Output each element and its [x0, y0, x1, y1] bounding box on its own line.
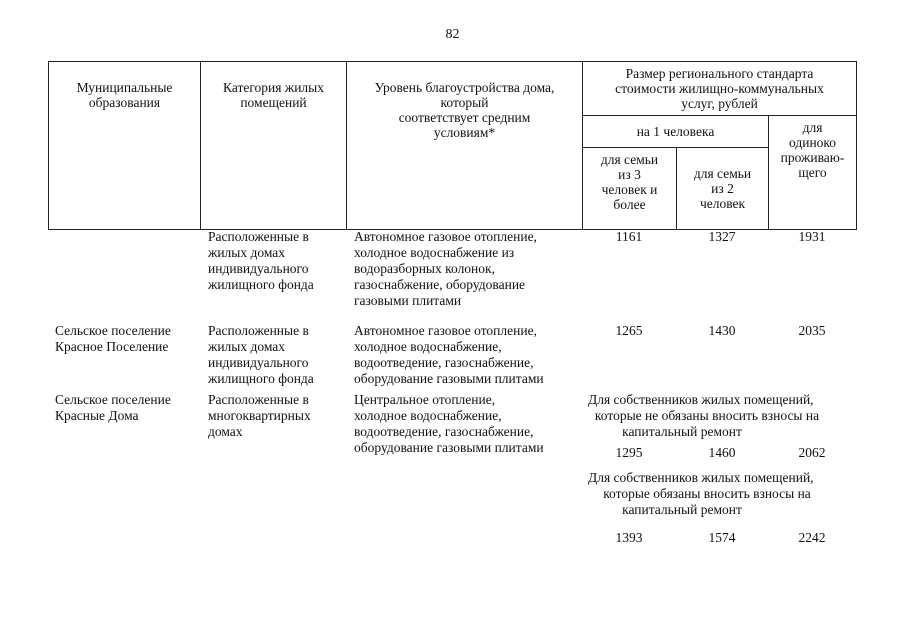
header-category: Категория жилых помещений: [201, 62, 347, 230]
row1-municipality: [48, 229, 200, 309]
header-family-3: для семьи из 3 человек и более: [583, 148, 677, 230]
row1-value-single: 1931: [798, 229, 826, 244]
row3b-value-family2: 1574: [708, 530, 736, 545]
row3-municipality: Сельское поселение Красные Дома: [55, 392, 171, 423]
page-number: 82: [445, 27, 460, 42]
row1-category: Расположенные в жилых домах индивидуального жилищного фонда: [208, 229, 314, 292]
table-header: [48, 61, 857, 230]
row3a-value-family3: 1295: [615, 445, 643, 460]
header-single: для одиноко проживаю- щего: [769, 116, 857, 230]
row2-category: Расположенные в жилых домах индивидуального жилищного фонда: [208, 323, 314, 386]
row3-note-with-contribution: Для собственников жилых помещений, которые обязаны вносить взносы на капитальный ремонт: [588, 470, 814, 517]
row3-level: Центральное отопление, холодное водоснабжение, водоотведение, газоснабжение, оборудование газовыми плитами: [354, 392, 544, 455]
table-row: [48, 323, 856, 387]
header-family-2: для семьи из 2 человек: [677, 148, 769, 230]
row2-municipality: Сельское поселение Красное Поселение: [55, 323, 171, 354]
header-level: Уровень благоустройства дома, который соответствует средним условиям*: [347, 62, 583, 230]
row2-level: Автономное газовое отопление, холодное водоснабжение, водоотведение, газоснабжение, оборудование газовыми плитами: [354, 323, 544, 386]
row1-value-family3: 1161: [615, 229, 643, 244]
table-row: [48, 392, 856, 440]
row1-value-family2: 1327: [708, 229, 736, 244]
row3b-value-family3: 1393: [615, 530, 643, 545]
row3-note-no-contribution: Для собственников жилых помещений, которые не обязаны вносить взносы на капитальный ремонт: [588, 392, 820, 439]
row2-value-family2: 1430: [708, 323, 736, 338]
row2-value-family3: 1265: [615, 323, 643, 338]
row1-level: Автономное газовое отопление, холодное водоснабжение из водоразборных колонок, газоснабжение, оборудование газовыми плитами: [354, 229, 537, 308]
row3-category: Расположенные в многоквартирных домах: [208, 392, 311, 439]
row3b-value-single: 2242: [798, 530, 826, 545]
header-per-person: на 1 человека: [583, 116, 769, 148]
table-row: [48, 229, 856, 309]
header-municipality: Муниципальные образования: [49, 62, 201, 230]
row2-value-single: 2035: [798, 323, 826, 338]
header-standard: Размер регионального стандарта стоимости жилищно-коммунальных услуг, рублей: [583, 62, 857, 116]
row3a-value-single: 2062: [798, 445, 826, 460]
row3a-value-family2: 1460: [708, 445, 736, 460]
table-body: [48, 229, 856, 548]
